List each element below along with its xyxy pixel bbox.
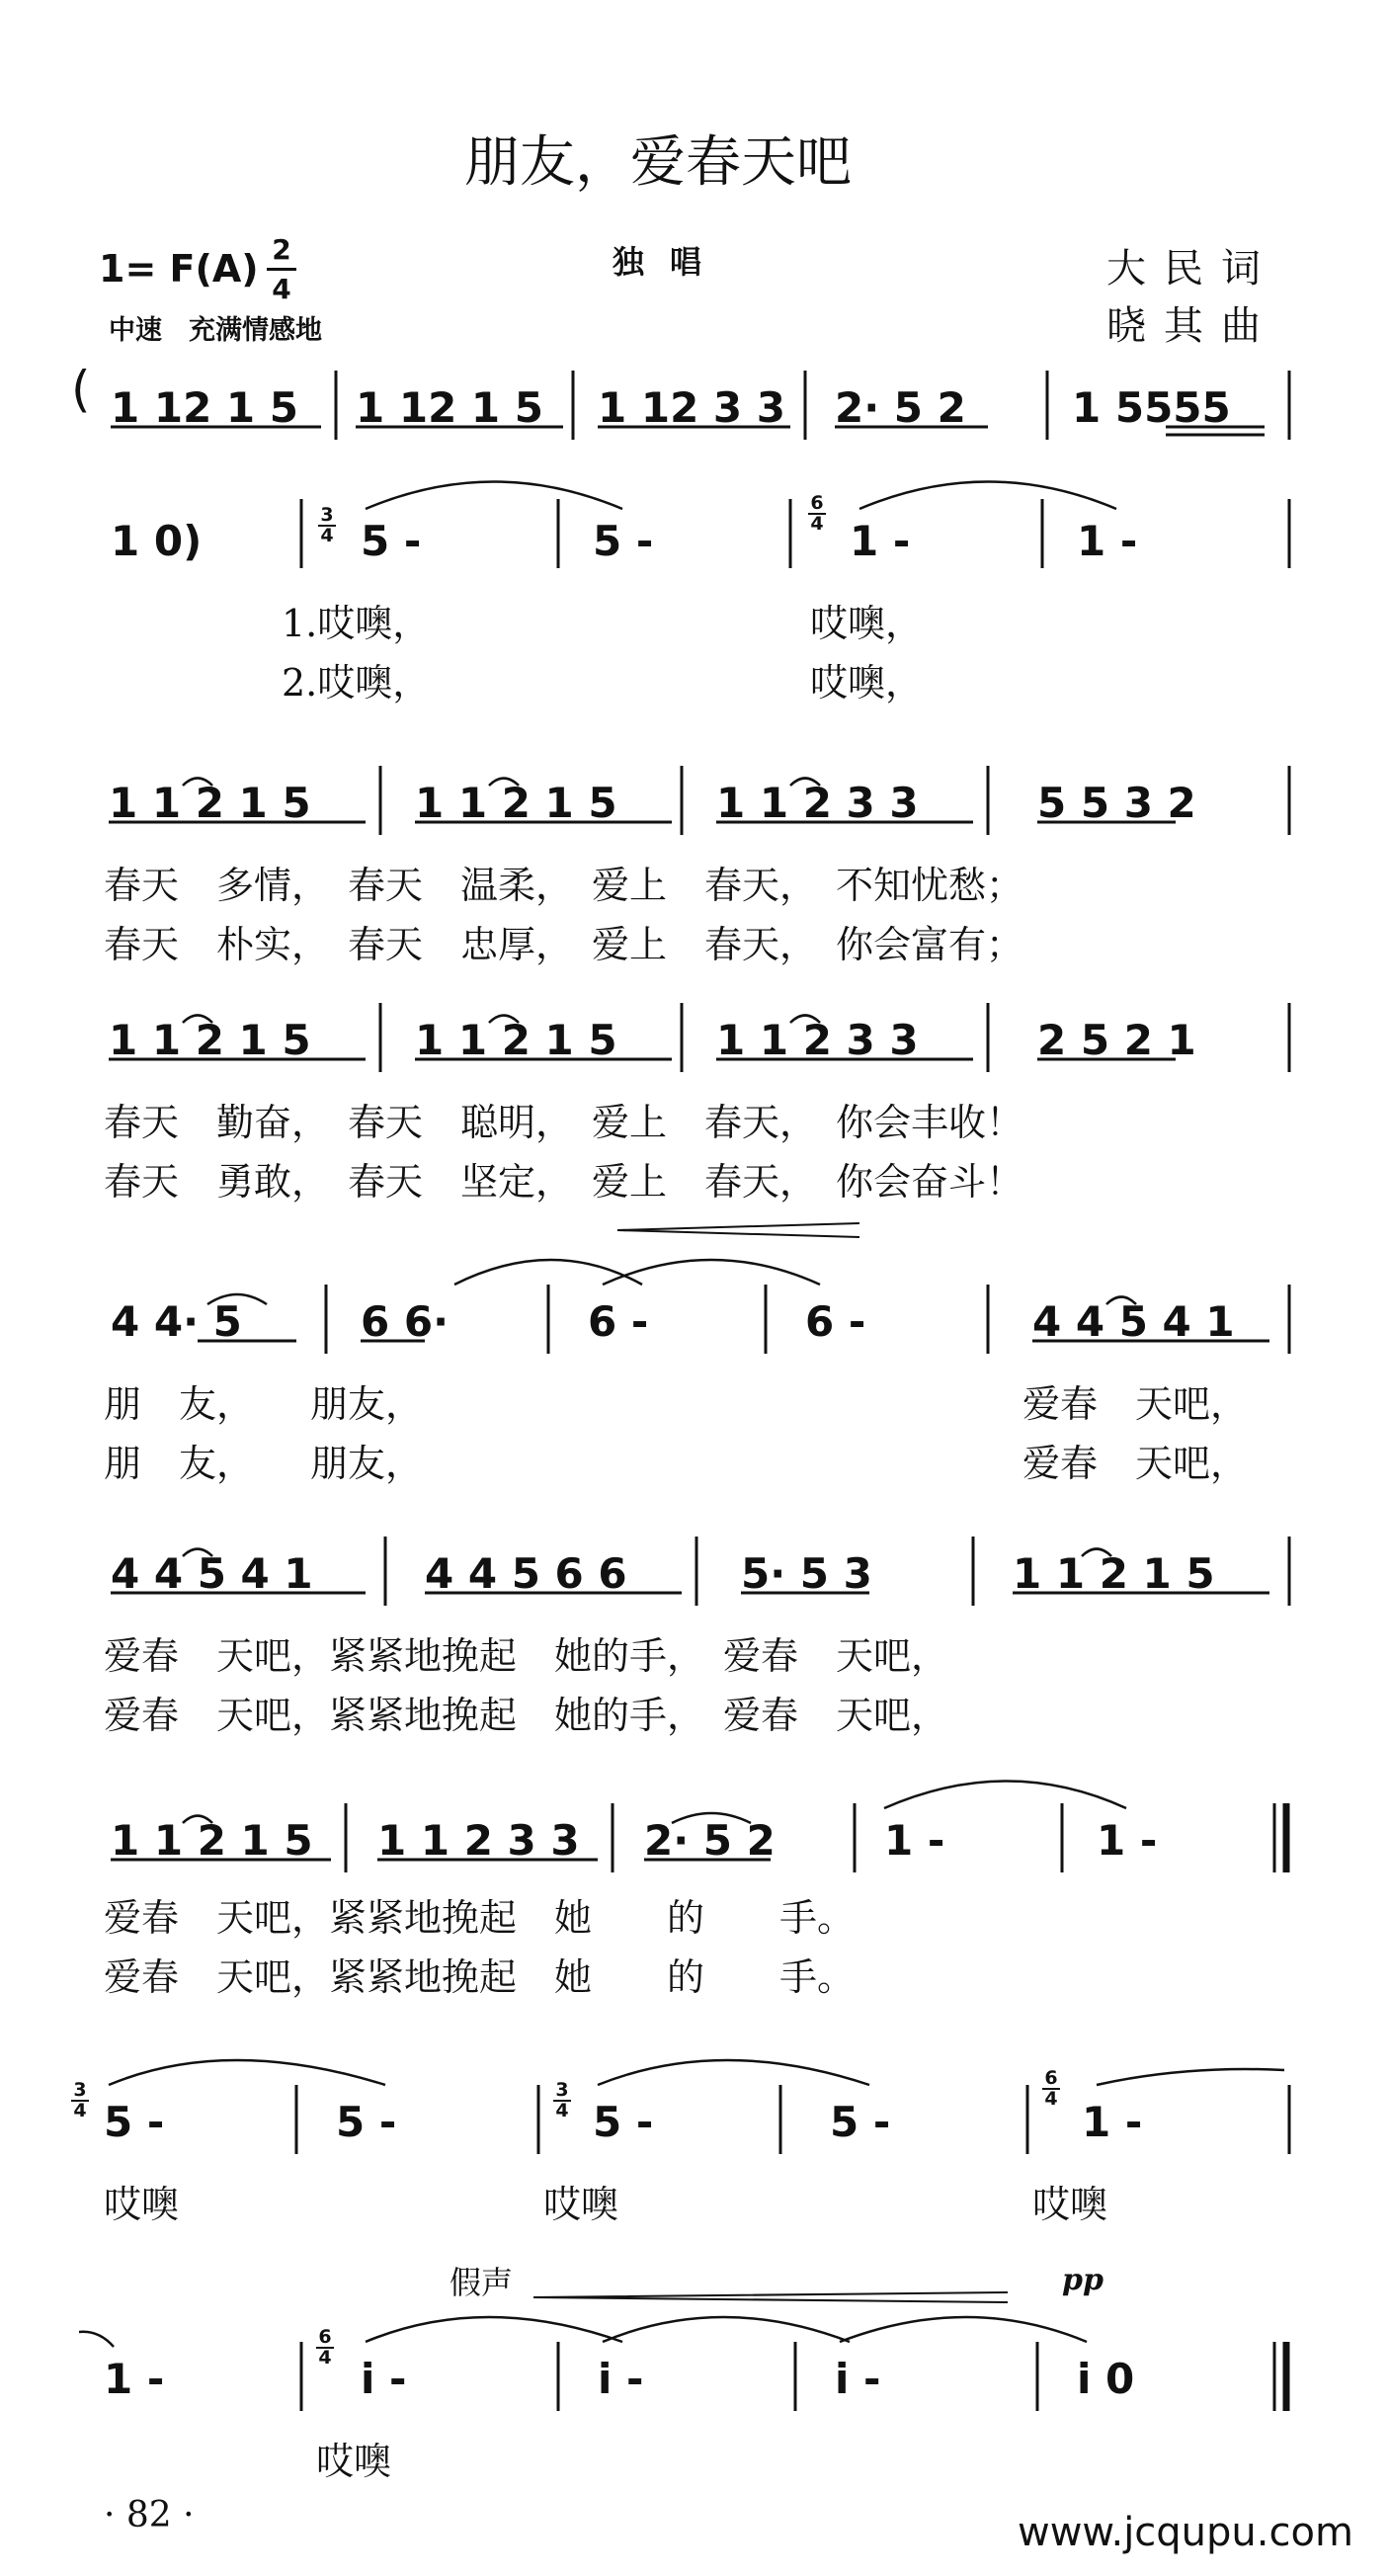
measure: 2 5 2 1: [1037, 1016, 1196, 1064]
measure: 1 1 2 1 5: [109, 779, 311, 827]
measure: i -: [361, 2355, 407, 2403]
ts-num: 3: [73, 2079, 87, 2101]
measure: 1 1 2 1 5: [111, 1816, 313, 1865]
watermark-site: www.jcqupu.com: [1018, 2510, 1353, 2555]
measure: 1 -: [1097, 1816, 1158, 1865]
measure: 5 -: [593, 517, 654, 565]
measure: 5 -: [361, 517, 422, 565]
coda-lyric: 哎噢: [543, 2183, 619, 2226]
chorus-a-lyric-1b: 爱春 天吧，: [1022, 1382, 1249, 1426]
intro-lyric-2a: 2.哎噢，: [282, 661, 431, 705]
measure: 5· 5 3: [741, 1549, 872, 1598]
measure: 5 -: [593, 2098, 654, 2146]
intro-lyric-1b: 哎噢，: [810, 602, 924, 645]
ts-den: 4: [555, 2100, 569, 2121]
measure: 5 5 3 2: [1037, 779, 1196, 827]
ts-den: 4: [73, 2100, 87, 2121]
measure: 1 -: [1082, 2098, 1143, 2146]
ts-num: 3: [555, 2079, 569, 2101]
time-signature-numerator: 2: [272, 233, 291, 266]
dynamic-marking: pp: [1062, 2263, 1104, 2297]
measure: 4 4 5 4 1: [1032, 1297, 1235, 1346]
measure: 1 1 2 1 5: [1013, 1549, 1215, 1598]
ts-num: 6: [1044, 2067, 1058, 2089]
page-title: 朋友，爱春天吧: [464, 130, 852, 195]
open-paren: (: [71, 361, 91, 418]
measure: 1 12 1 5: [111, 383, 298, 432]
measure: 5 -: [830, 2098, 891, 2146]
chorus-b-lyric-2: 爱春 天吧，紧紧地挽起 她的手， 爱春 天吧，: [104, 1694, 949, 1737]
measure: 6 -: [588, 1297, 649, 1346]
key-signature: 1= F(A): [99, 247, 259, 291]
measure: 1 -: [850, 517, 911, 565]
composer-credit: 晓其曲: [1106, 303, 1278, 349]
measure: 4 4 5 6 6: [425, 1549, 627, 1598]
measure: 1 12 3 3: [598, 383, 785, 432]
chorus-a-lyric-1a: 朋 友， 朋友，: [104, 1382, 424, 1426]
lyricist-credit: 大民词: [1106, 246, 1278, 291]
measure: 5 -: [104, 2098, 165, 2146]
chorus-a-lyric-2b: 爱春 天吧，: [1022, 1442, 1249, 1485]
ts-num: 6: [810, 492, 824, 514]
measure: 4 4· 5: [111, 1297, 242, 1346]
measure: i -: [835, 2355, 881, 2403]
measure: i 0: [1077, 2355, 1135, 2403]
ts-num: 3: [320, 504, 334, 526]
measure: 1 1 2 1 5: [109, 1016, 311, 1064]
chorus-a-lyric-2a: 朋 友， 朋友，: [104, 1442, 424, 1485]
measure: 1 1 2 1 5: [415, 1016, 617, 1064]
measure: 1 0): [111, 517, 203, 565]
intro-lyric-1a: 1.哎噢，: [282, 602, 431, 645]
measure: 2· 5 2: [835, 383, 966, 432]
verse-a-lyric-1: 春天 多情， 春天 温柔， 爱上 春天， 不知忧愁；: [104, 864, 1024, 907]
measure: 1 1 2 3 3: [377, 1816, 580, 1865]
time-signature-denominator: 4: [272, 273, 291, 305]
page-number: · 82 ·: [104, 2495, 195, 2535]
measure: i -: [598, 2355, 644, 2403]
verse-b-lyric-2: 春天 勇敢， 春天 坚定， 爱上 春天， 你会奋斗！: [104, 1160, 1024, 1204]
ts-den: 4: [1044, 2088, 1058, 2110]
coda-lyric: 哎噢: [316, 2440, 392, 2483]
measure: 1 5555: [1072, 383, 1231, 432]
verse-a-lyric-2: 春天 朴实， 春天 忠厚， 爱上 春天， 你会富有；: [104, 923, 1024, 966]
verse-b-lyric-1: 春天 勤奋， 春天 聪明， 爱上 春天， 你会丰收！: [104, 1101, 1024, 1144]
coda-lyric: 哎噢: [1032, 2183, 1108, 2226]
measure: 2· 5 2: [644, 1816, 776, 1865]
coda-lyric: 哎噢: [104, 2183, 180, 2226]
measure: 1 -: [1077, 517, 1138, 565]
measure: 6 -: [805, 1297, 866, 1346]
ts-den: 4: [318, 2347, 332, 2368]
measure: 1 1 2 3 3: [716, 779, 919, 827]
chorus-b-lyric-1: 爱春 天吧，紧紧地挽起 她的手， 爱春 天吧，: [104, 1634, 949, 1678]
measure: 1 1 2 3 3: [716, 1016, 919, 1064]
chorus-c-lyric-1: 爱春 天吧，紧紧地挽起 她 的 手。: [104, 1896, 856, 1940]
measure: 1 -: [104, 2355, 165, 2403]
performance-type: 独唱: [613, 243, 728, 281]
ts-num: 6: [318, 2326, 332, 2348]
ts-den: 4: [320, 525, 334, 546]
tempo-marking: 中速 充满情感地: [109, 315, 322, 346]
measure: 1 1 2 1 5: [415, 779, 617, 827]
measure: 1 -: [884, 1816, 945, 1865]
measure: 6 6·: [361, 1297, 450, 1346]
measure: 5 -: [336, 2098, 397, 2146]
falsetto-marking: 假声: [450, 2264, 514, 2301]
ts-den: 4: [810, 513, 824, 535]
chorus-c-lyric-2: 爱春 天吧，紧紧地挽起 她 的 手。: [104, 1955, 856, 1999]
intro-lyric-2b: 哎噢，: [810, 661, 924, 705]
measure: 4 4 5 4 1: [111, 1549, 313, 1598]
measure: 1 12 1 5: [356, 383, 543, 432]
